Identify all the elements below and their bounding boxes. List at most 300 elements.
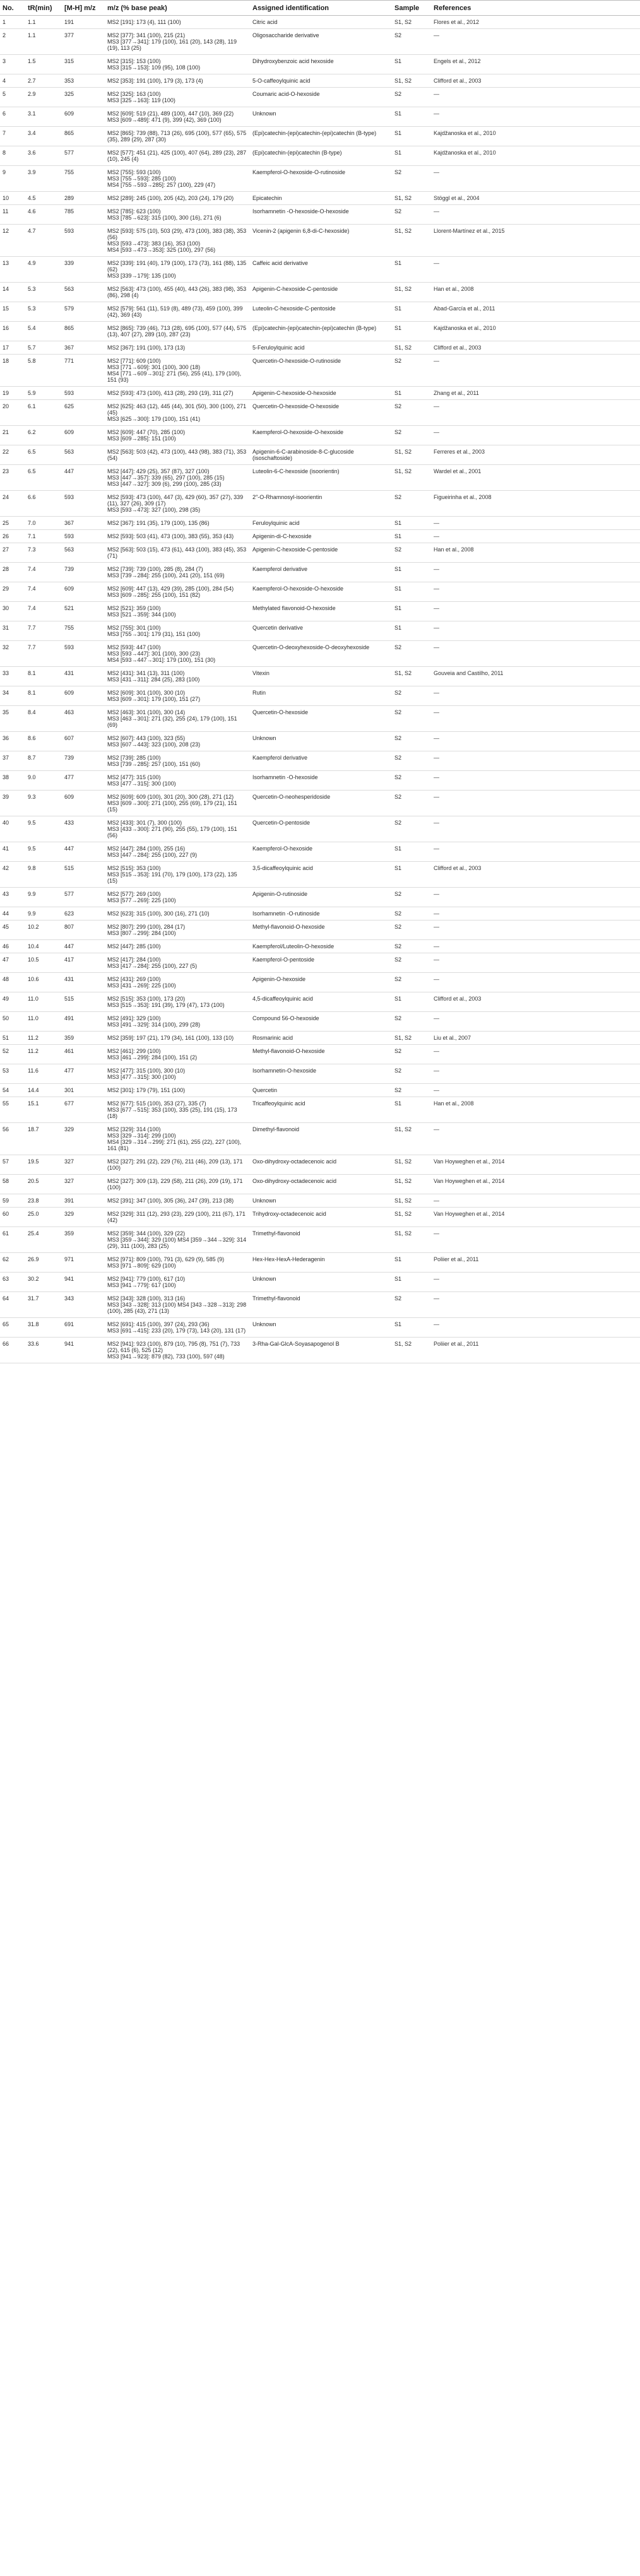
ms-fragment-line: MS3 [941→779]: 617 (100) xyxy=(107,1282,176,1288)
sample: S1 xyxy=(392,302,431,322)
ms-fragment-line: MS3 [609→300]: 271 (100), 255 (69), 179 (21), 151 (15) xyxy=(107,800,237,813)
precursor-ion: 315 xyxy=(62,55,105,74)
reference: — xyxy=(431,973,640,992)
table-row xyxy=(0,302,640,322)
assigned-identification: Kaempferol derivative xyxy=(250,563,392,582)
assigned-identification: (Epi)catechin-(epi)catechin (B-type) xyxy=(250,146,392,166)
sample: S2 xyxy=(392,1012,431,1032)
sample: S1 xyxy=(392,1253,431,1273)
assigned-identification: Apigenin-O-rutinoside xyxy=(250,888,392,907)
assigned-identification: Kaempferol-O-hexoside-O-hexoside xyxy=(250,426,392,445)
assigned-identification: Isorhamnetin-O-hexoside xyxy=(250,1064,392,1084)
row-number: 66 xyxy=(0,1338,25,1363)
reference: — xyxy=(431,257,640,283)
precursor-ion: 755 xyxy=(62,166,105,192)
ms-fragment-line: MS3 [325→163]: 119 (100) xyxy=(107,97,175,103)
ms-fragment-line: MS3 [433→300]: 271 (90), 255 (55), 179 (100), 151 (56) xyxy=(107,826,237,838)
assigned-identification: Trimethyl-flavonoid xyxy=(250,1227,392,1253)
reference: — xyxy=(431,517,640,530)
ms-fragment-line: MS2 [433]: 301 (7), 300 (100) xyxy=(107,820,182,826)
reference: — xyxy=(431,1045,640,1064)
ms-fragment-line: MS3 [377→341]: 179 (100), 161 (20), 143 (28), 119 (19), 113 (25) xyxy=(107,38,237,51)
ms-fragment-line: MS2 [755]: 593 (100) xyxy=(107,169,161,175)
sample: S1 xyxy=(392,517,431,530)
ms-fragment-line: MS2 [447]: 284 (100), 255 (16) xyxy=(107,845,186,852)
row-number: 41 xyxy=(0,842,25,862)
assigned-identification: Dimethyl-flavonoid xyxy=(250,1123,392,1155)
ms-fragments xyxy=(105,973,250,992)
sample: S1, S2 xyxy=(392,445,431,465)
precursor-ion: 609 xyxy=(62,791,105,816)
assigned-identification: Isorhamnetin -O-hexoside-O-hexoside xyxy=(250,205,392,225)
sample: S1, S2 xyxy=(392,192,431,205)
ms-fragments xyxy=(105,491,250,517)
precursor-ion: 327 xyxy=(62,1155,105,1175)
header-mh: [M-H] m/z xyxy=(62,1,105,16)
reference: — xyxy=(431,1194,640,1208)
row-number: 64 xyxy=(0,1292,25,1318)
row-number: 13 xyxy=(0,257,25,283)
sample: S1 xyxy=(392,1318,431,1338)
ms-fragments xyxy=(105,1273,250,1292)
ms-fragments xyxy=(105,888,250,907)
ms-fragment-line: MS2 [477]: 315 (100), 300 (10) xyxy=(107,1067,186,1074)
sample: S2 xyxy=(392,641,431,667)
ms-fragment-line: MS2 [329]: 311 (12), 293 (23), 229 (100), 211 (67), 171 (42) xyxy=(107,1211,246,1223)
ms-fragment-line: MS3 [431→311]: 284 (25), 283 (100) xyxy=(107,676,200,683)
assigned-identification: Methylated flavonoid-O-hexoside xyxy=(250,602,392,621)
assigned-identification: Dihydroxybenzoic acid hexoside xyxy=(250,55,392,74)
assigned-identification: Rosmarinic acid xyxy=(250,1032,392,1045)
table-row xyxy=(0,582,640,602)
reference: Figueirinha et al., 2008 xyxy=(431,491,640,517)
assigned-identification: Trihydroxy-octadecenoic acid xyxy=(250,1208,392,1227)
ms-fragments xyxy=(105,530,250,543)
sample: S2 xyxy=(392,953,431,973)
ms-fragments xyxy=(105,322,250,341)
sample: S1, S2 xyxy=(392,341,431,355)
sample: S2 xyxy=(392,1084,431,1097)
assigned-identification: Methyl-flavonoid-O-hexoside xyxy=(250,1045,392,1064)
row-number: 42 xyxy=(0,862,25,888)
retention-time: 4.6 xyxy=(25,205,62,225)
row-number: 4 xyxy=(0,74,25,88)
retention-time: 2.7 xyxy=(25,74,62,88)
ms-fragment-line: MS2 [463]: 301 (100), 300 (14) xyxy=(107,709,186,715)
ms-fragment-line: MS2 [609]: 609 (100), 301 (20), 300 (28), 271 (12) xyxy=(107,794,234,800)
ms-fragment-line: MS3 [593→473]: 383 (16), 353 (100) xyxy=(107,240,201,247)
table-row xyxy=(0,862,640,888)
retention-time: 7.4 xyxy=(25,602,62,621)
ms-fragment-line: MS2 [461]: 299 (100) xyxy=(107,1048,161,1054)
ms-fragment-line: MS2 [593]: 447 (100) xyxy=(107,644,161,650)
sample: S1 xyxy=(392,582,431,602)
ms-fragment-line: MS3 [477→315]: 300 (100) xyxy=(107,1074,176,1080)
sample: S1, S2 xyxy=(392,1208,431,1227)
ms-fragment-line: MS3 [417→284]: 255 (100), 227 (5) xyxy=(107,963,198,969)
sample: S1, S2 xyxy=(392,74,431,88)
assigned-identification: Luteolin-C-hexoside-C-pentoside xyxy=(250,302,392,322)
retention-time: 10.5 xyxy=(25,953,62,973)
row-number: 37 xyxy=(0,751,25,771)
retention-time: 6.5 xyxy=(25,445,62,465)
ms-fragment-line: MS2 [593]: 473 (100), 413 (28), 293 (19), 311 (27) xyxy=(107,390,234,396)
ms-fragment-line: MS4 [755→593→285]: 257 (100), 229 (47) xyxy=(107,182,216,188)
retention-time: 11.0 xyxy=(25,1012,62,1032)
reference: Liu et al., 2007 xyxy=(431,1032,640,1045)
retention-time: 7.4 xyxy=(25,563,62,582)
table-row xyxy=(0,842,640,862)
precursor-ion: 417 xyxy=(62,953,105,973)
retention-time: 9.8 xyxy=(25,862,62,888)
row-number: 30 xyxy=(0,602,25,621)
sample: S1, S2 xyxy=(392,16,431,29)
ms-fragments xyxy=(105,1032,250,1045)
retention-time: 7.7 xyxy=(25,621,62,641)
table-row xyxy=(0,322,640,341)
row-number: 8 xyxy=(0,146,25,166)
ms-fragment-line: MS2 [739]: 285 (100) xyxy=(107,755,161,761)
ms-fragment-line: MS3 [739→285]: 257 (100), 151 (60) xyxy=(107,761,201,767)
ms-fragment-line: MS2 [609]: 447 (70), 285 (100) xyxy=(107,429,186,435)
ms-fragment-line: MS3 [755→593]: 285 (100) xyxy=(107,175,176,182)
assigned-identification: Caffeic acid derivative xyxy=(250,257,392,283)
table-row xyxy=(0,1318,640,1338)
table-row xyxy=(0,387,640,400)
precursor-ion: 289 xyxy=(62,192,105,205)
retention-time: 6.6 xyxy=(25,491,62,517)
precursor-ion: 339 xyxy=(62,257,105,283)
sample: S1, S2 xyxy=(392,1338,431,1363)
reference: Clifford et al., 2003 xyxy=(431,862,640,888)
ms-fragment-line: MS3 [461→299]: 284 (100), 151 (2) xyxy=(107,1054,198,1061)
table-row xyxy=(0,1084,640,1097)
ms-fragment-line: MS3 [807→299]: 284 (100) xyxy=(107,930,176,936)
retention-time: 18.7 xyxy=(25,1123,62,1155)
row-number: 40 xyxy=(0,816,25,842)
sample: S2 xyxy=(392,816,431,842)
sample: S1 xyxy=(392,1097,431,1123)
row-number: 19 xyxy=(0,387,25,400)
retention-time: 3.6 xyxy=(25,146,62,166)
retention-time: 7.4 xyxy=(25,582,62,602)
row-number: 38 xyxy=(0,771,25,791)
row-number: 46 xyxy=(0,940,25,953)
row-number: 29 xyxy=(0,582,25,602)
precursor-ion: 477 xyxy=(62,771,105,791)
retention-time: 1.1 xyxy=(25,29,62,55)
reference: — xyxy=(431,920,640,940)
retention-time: 33.6 xyxy=(25,1338,62,1363)
table-row xyxy=(0,940,640,953)
retention-time: 5.4 xyxy=(25,322,62,341)
ms-fragments xyxy=(105,1123,250,1155)
assigned-identification: 5-Feruloylquinic acid xyxy=(250,341,392,355)
ms-fragment-line: MS2 [609]: 447 (13), 429 (39), 285 (100), 284 (54) xyxy=(107,585,234,592)
assigned-identification: Apigenin-di-C-hexoside xyxy=(250,530,392,543)
row-number: 47 xyxy=(0,953,25,973)
table-row xyxy=(0,16,640,29)
row-number: 44 xyxy=(0,907,25,920)
ms-fragments xyxy=(105,88,250,107)
reference: — xyxy=(431,771,640,791)
reference: Poliier et al., 2011 xyxy=(431,1253,640,1273)
row-number: 31 xyxy=(0,621,25,641)
reference: Llorent-Martínez et al., 2015 xyxy=(431,225,640,257)
row-number: 65 xyxy=(0,1318,25,1338)
ms-fragment-line: MS2 [521]: 359 (100) xyxy=(107,605,161,611)
precursor-ion: 359 xyxy=(62,1032,105,1045)
ms-fragment-line: MS2 [343]: 328 (100), 313 (16) xyxy=(107,1295,186,1302)
ms-fragment-line: MS2 [477]: 315 (100) xyxy=(107,774,161,780)
ms-fragments xyxy=(105,465,250,491)
header-row xyxy=(0,1,640,16)
header-tr: tR(min) xyxy=(25,1,62,16)
ms-fragment-line: MS2 [807]: 299 (100), 284 (17) xyxy=(107,924,186,930)
ms-fragment-line: MS3 [593→447]: 301 (100), 300 (23) xyxy=(107,650,201,657)
reference: — xyxy=(431,400,640,426)
ms-fragment-line: MS3 [431→269]: 225 (100) xyxy=(107,982,176,989)
ms-fragments xyxy=(105,940,250,953)
ms-fragments xyxy=(105,563,250,582)
assigned-identification: Quercetin-O-neohesperidoside xyxy=(250,791,392,816)
ms-fragment-line: MS2 [431]: 269 (100) xyxy=(107,976,161,982)
ms-fragment-line: MS4 [593→447→301]: 179 (100), 151 (30) xyxy=(107,657,216,663)
ms-fragment-line: MS3 [339→179]: 135 (100) xyxy=(107,273,176,279)
row-number: 18 xyxy=(0,355,25,387)
ms-fragment-line: MS3 [315→153]: 109 (95), 108 (100) xyxy=(107,64,201,71)
ms-fragments xyxy=(105,166,250,192)
precursor-ion: 377 xyxy=(62,29,105,55)
row-number: 33 xyxy=(0,667,25,686)
ms-fragment-line: MS3 [515→353]: 191 (70), 179 (100), 173 (22), 135 (15) xyxy=(107,871,237,884)
ms-fragments xyxy=(105,1338,250,1363)
row-number: 34 xyxy=(0,686,25,706)
table-row xyxy=(0,1194,640,1208)
table-row xyxy=(0,1155,640,1175)
sample: S1 xyxy=(392,146,431,166)
ms-fragment-line: MS4 [593→473→353]: 325 (100), 297 (56) xyxy=(107,247,216,253)
sample: S1 xyxy=(392,257,431,283)
row-number: 28 xyxy=(0,563,25,582)
ms-fragment-line: MS2 [515]: 353 (100), 173 (20) xyxy=(107,996,186,1002)
sample: S1 xyxy=(392,621,431,641)
reference: Kajdžanoska et al., 2010 xyxy=(431,127,640,146)
ms-fragment-line: MS2 [359]: 344 (100), 329 (22) xyxy=(107,1230,186,1237)
row-number: 50 xyxy=(0,1012,25,1032)
ms-fragments xyxy=(105,641,250,667)
ms-fragment-line: MS2 [563]: 503 (15), 473 (61), 443 (100), 383 (45), 353 (71) xyxy=(107,546,247,559)
assigned-identification: Kaempferol-O-hexoside-O-hexoside xyxy=(250,582,392,602)
row-number: 55 xyxy=(0,1097,25,1123)
retention-time: 7.7 xyxy=(25,641,62,667)
ms-fragment-line: MS3 [447→327]: 309 (6), 299 (100), 285 (33) xyxy=(107,481,222,487)
row-number: 15 xyxy=(0,302,25,322)
ms-fragment-line: MS2 [607]: 443 (100), 323 (55) xyxy=(107,735,186,741)
reference: Clifford et al., 2003 xyxy=(431,341,640,355)
precursor-ion: 461 xyxy=(62,1045,105,1064)
ms-fragment-line: MS3 [739→284]: 255 (100), 241 (20), 151 (69) xyxy=(107,572,225,579)
row-number: 54 xyxy=(0,1084,25,1097)
precursor-ion: 865 xyxy=(62,322,105,341)
table-row xyxy=(0,1175,640,1194)
reference: — xyxy=(431,842,640,862)
retention-time: 8.1 xyxy=(25,667,62,686)
reference: — xyxy=(431,563,640,582)
header-mz: m/z (% base peak) xyxy=(105,1,250,16)
sample: S1 xyxy=(392,55,431,74)
ms-fragment-line: MS3 [609→301]: 179 (100), 151 (27) xyxy=(107,696,201,702)
sample: S1 xyxy=(392,602,431,621)
header-references: References xyxy=(431,1,640,16)
table-row xyxy=(0,641,640,667)
reference: — xyxy=(431,1292,640,1318)
assigned-identification: Trimethyl-flavonoid xyxy=(250,1292,392,1318)
reference: Han et al., 2008 xyxy=(431,543,640,563)
ms-fragment-line: MS3 [521→359]: 344 (100) xyxy=(107,611,176,618)
table-row xyxy=(0,1064,640,1084)
precursor-ion: 563 xyxy=(62,543,105,563)
ms-fragment-line: MS2 [577]: 451 (21), 425 (100), 407 (64), 289 (23), 287 (10), 245 (4) xyxy=(107,150,247,162)
retention-time: 31.8 xyxy=(25,1318,62,1338)
ms-fragment-line: MS2 [329]: 314 (100) xyxy=(107,1126,161,1132)
assigned-identification: Luteolin-6-C-hexoside (isoorientin) xyxy=(250,465,392,491)
sample: S1, S2 xyxy=(392,465,431,491)
table-row xyxy=(0,771,640,791)
ms-fragments xyxy=(105,791,250,816)
ms-fragment-line: MS2 [377]: 341 (100), 215 (21) xyxy=(107,32,186,38)
header-identification: Assigned identification xyxy=(250,1,392,16)
table-row xyxy=(0,973,640,992)
ms-fragment-line: MS2 [691]: 415 (100), 397 (24), 293 (36) xyxy=(107,1321,210,1327)
ms-fragments xyxy=(105,387,250,400)
assigned-identification: Citric acid xyxy=(250,16,392,29)
ms-fragment-line: MS3 [609→489]: 471 (9), 399 (42), 369 (100) xyxy=(107,117,222,123)
assigned-identification: Apigenin-O-hexoside xyxy=(250,973,392,992)
precursor-ion: 609 xyxy=(62,582,105,602)
ms-fragment-line: MS3 [677→515]: 353 (100), 335 (25), 191 (15), 173 (18) xyxy=(107,1107,237,1119)
ms-fragment-line: MS3 [463→301]: 271 (32), 255 (24), 179 (100), 151 (69) xyxy=(107,715,237,728)
ms-fragment-line: MS2 [367]: 191 (35), 179 (100), 135 (86) xyxy=(107,520,210,526)
ms-fragments xyxy=(105,1175,250,1194)
retention-time: 1.1 xyxy=(25,16,62,29)
row-number: 45 xyxy=(0,920,25,940)
ms-fragment-line: MS3 [755→301]: 179 (31), 151 (100) xyxy=(107,631,201,637)
sample: S1 xyxy=(392,563,431,582)
precursor-ion: 563 xyxy=(62,445,105,465)
ms-fragments xyxy=(105,1084,250,1097)
assigned-identification: Quercetin-O-hexoside-O-hexoside xyxy=(250,400,392,426)
assigned-identification: Apigenin-6-C-arabinoside-8-C-glucoside (isoschaftoside) xyxy=(250,445,392,465)
ms-fragments xyxy=(105,55,250,74)
ms-fragments xyxy=(105,1012,250,1032)
reference: Ferreres et al., 2003 xyxy=(431,445,640,465)
sample: S1 xyxy=(392,862,431,888)
reference: — xyxy=(431,621,640,641)
reference: — xyxy=(431,1012,640,1032)
precursor-ion: 329 xyxy=(62,1123,105,1155)
ms-fragments xyxy=(105,225,250,257)
row-number: 1 xyxy=(0,16,25,29)
precursor-ion: 593 xyxy=(62,530,105,543)
reference: Van Hoyweghen et al., 2014 xyxy=(431,1208,640,1227)
reference: Zhang et al., 2011 xyxy=(431,387,640,400)
row-number: 63 xyxy=(0,1273,25,1292)
retention-time: 6.5 xyxy=(25,465,62,491)
precursor-ion: 593 xyxy=(62,641,105,667)
ms-fragments xyxy=(105,355,250,387)
precursor-ion: 447 xyxy=(62,465,105,491)
ms-fragment-line: MS2 [865]: 739 (88), 713 (26), 695 (100), 577 (65), 575 (35), 289 (29), 287 (30) xyxy=(107,130,247,143)
ms-fragments xyxy=(105,842,250,862)
ms-fragments xyxy=(105,667,250,686)
assigned-identification: Apigenin-C-hexoside-O-hexoside xyxy=(250,387,392,400)
retention-time: 4.5 xyxy=(25,192,62,205)
precursor-ion: 609 xyxy=(62,426,105,445)
assigned-identification: 3-Rha-Gal-GlcA-Soyasapogenol B xyxy=(250,1338,392,1363)
retention-time: 5.7 xyxy=(25,341,62,355)
table-row xyxy=(0,1045,640,1064)
precursor-ion: 367 xyxy=(62,341,105,355)
row-number: 23 xyxy=(0,465,25,491)
row-number: 24 xyxy=(0,491,25,517)
assigned-identification: Epicatechin xyxy=(250,192,392,205)
assigned-identification: Quercetin-O-hexoside xyxy=(250,706,392,732)
row-number: 36 xyxy=(0,732,25,751)
assigned-identification: Unknown xyxy=(250,1273,392,1292)
ms-fragment-line: MS2 [191]: 173 (4), 111 (100) xyxy=(107,19,181,25)
reference: Clifford et al., 2003 xyxy=(431,74,640,88)
precursor-ion: 433 xyxy=(62,816,105,842)
row-number: 58 xyxy=(0,1175,25,1194)
row-number: 20 xyxy=(0,400,25,426)
reference: — xyxy=(431,732,640,751)
retention-time: 4.7 xyxy=(25,225,62,257)
table-row xyxy=(0,1292,640,1318)
precursor-ion: 971 xyxy=(62,1253,105,1273)
ms-fragments xyxy=(105,127,250,146)
table-row xyxy=(0,192,640,205)
retention-time: 7.0 xyxy=(25,517,62,530)
table-row xyxy=(0,602,640,621)
reference: — xyxy=(431,686,640,706)
reference: — xyxy=(431,940,640,953)
precursor-ion: 677 xyxy=(62,1097,105,1123)
table-row xyxy=(0,888,640,907)
ms-fragment-line: MS3 [941→923]: 879 (82), 733 (100), 597 (48) xyxy=(107,1353,225,1360)
ms-fragment-line: MS2 [447]: 285 (100) xyxy=(107,943,161,950)
ms-fragment-line: MS2 [563]: 503 (42), 473 (100), 443 (98), 383 (71), 353 (54) xyxy=(107,449,247,461)
ms-fragment-line: MS2 [625]: 463 (12), 445 (44), 301 (50), 300 (100), 271 (45) xyxy=(107,403,247,416)
row-number: 16 xyxy=(0,322,25,341)
row-number: 17 xyxy=(0,341,25,355)
retention-time: 7.1 xyxy=(25,530,62,543)
retention-time: 10.2 xyxy=(25,920,62,940)
retention-time: 9.5 xyxy=(25,816,62,842)
reference: — xyxy=(431,706,640,732)
ms-fragments xyxy=(105,686,250,706)
ms-fragment-line: MS2 [755]: 301 (100) xyxy=(107,625,161,631)
row-number: 51 xyxy=(0,1032,25,1045)
table-row xyxy=(0,816,640,842)
table-row xyxy=(0,686,640,706)
table-row xyxy=(0,530,640,543)
precursor-ion: 391 xyxy=(62,1194,105,1208)
retention-time: 8.7 xyxy=(25,751,62,771)
precursor-ion: 771 xyxy=(62,355,105,387)
ms-fragment-line: MS2 [367]: 191 (100), 173 (13) xyxy=(107,344,186,351)
ms-fragments xyxy=(105,1318,250,1338)
